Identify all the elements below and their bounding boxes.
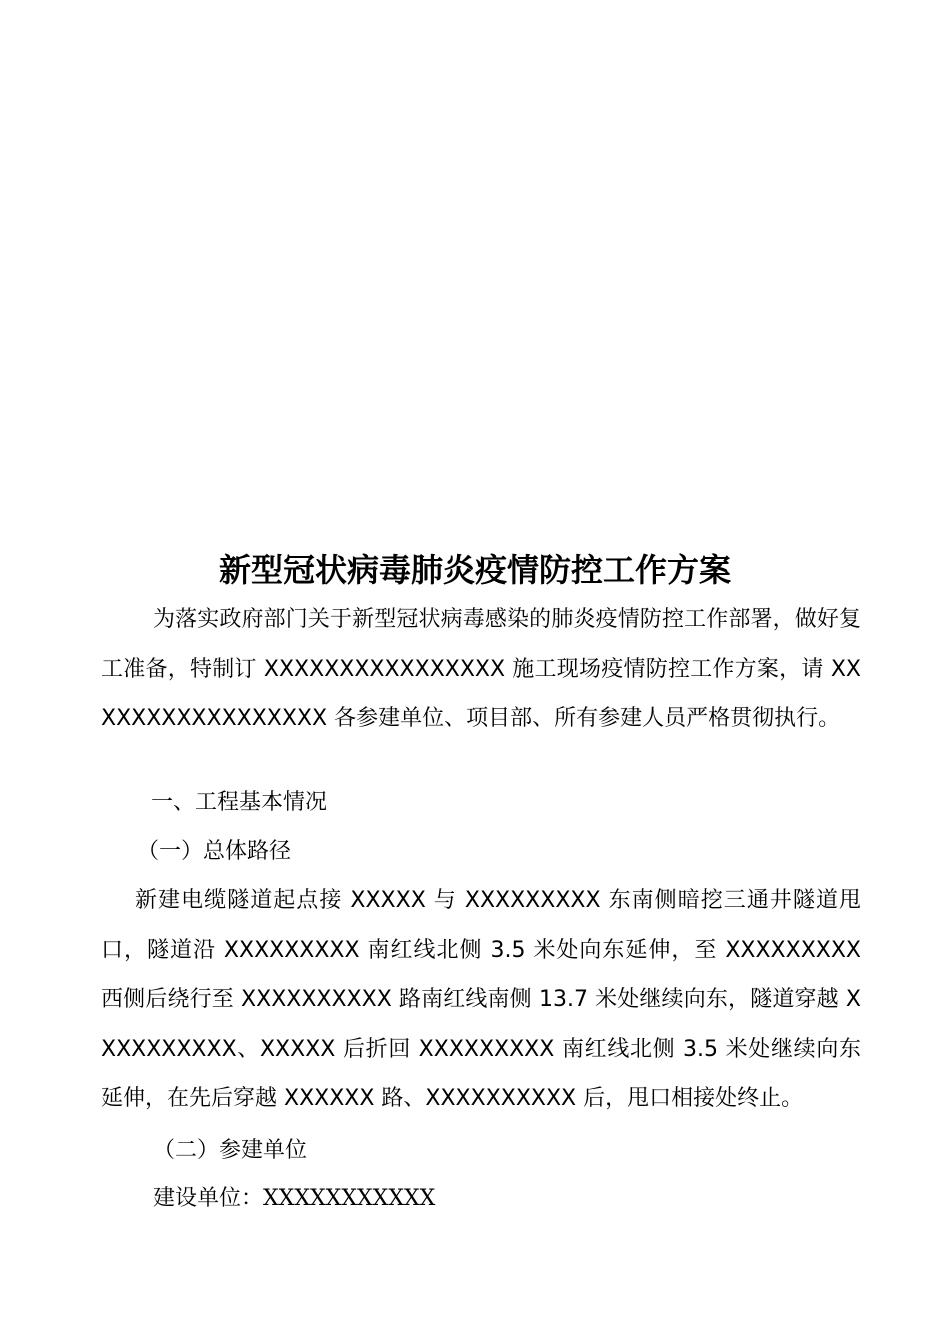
subsection-heading-participants: （二）参建单位 [153, 1138, 308, 1163]
builder-line [153, 1174, 853, 1224]
builder-value: XXXXXXXXXXX [263, 1186, 436, 1211]
document-title: 新型冠状病毒肺炎疫情防控工作方案 [218, 551, 731, 589]
intro-paragraph: 为落实政府部门关于新型冠状病毒感染的肺炎疫情防控工作部署，做好复工准备，特制订 XXXXXXXXXXXXXXXX 施工现场疫情防控工作方案，请 XXXXXXXXXXXXXXXXX 各参建单位、项目部、所有参建人员严格贯彻执行。 [101, 607, 861, 731]
section-heading-basic-info: 一、工程基本情况 [151, 790, 328, 815]
builder-label: 建设单位： [153, 1186, 264, 1211]
route-paragraph: 新建电缆隧道起点接 XXXXX 与 XXXXXXXXX 东南侧暗挖三通井隧道甩口，隧道沿 XXXXXXXXX 南红线北侧 3.5 米处向东延伸，至 XXXXXXXXX 西侧后绕行至 XXXXXXXXXX 路南红线南侧 13.7 米处继续向东，隧道穿越 XXXXXXXXXX、XXXXX 后折回 XXXXXXXXX 南红线北侧 3.5 米处继续向东延伸，在先后穿越 XXXXXX 路、XXXXXXXXXX 后，甩口相接处终止。 [101, 888, 861, 1111]
subsection-heading-overall-route: （一）总体路径 [137, 839, 292, 864]
